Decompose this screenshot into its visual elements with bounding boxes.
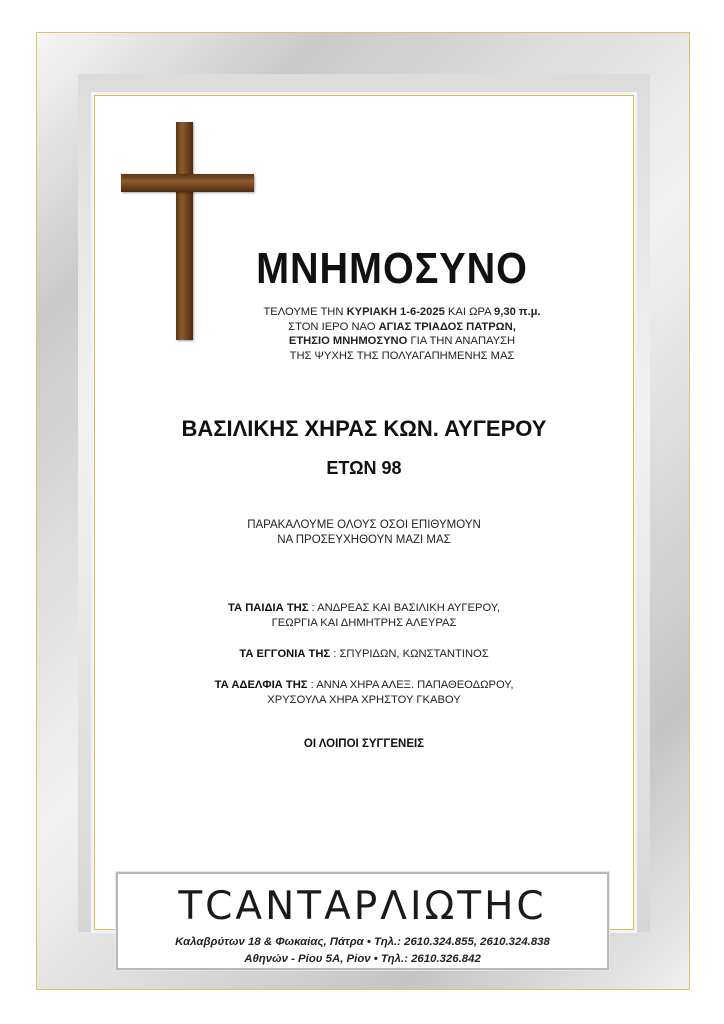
prayer-request: [94, 518, 634, 548]
deceased-name: ΒΑΣΙΛΙΚΗΣ ΧΗΡΑΣ ΚΩΝ. ΑΥΓΕΡΟΥ: [181, 416, 547, 441]
children-label: ΤΑ ΠΑΙΔΙΑ ΤΗΣ: [228, 602, 309, 614]
notice-title: ΜΝΗΜΟΣΥΝΟ: [256, 244, 528, 293]
children-entry: [94, 601, 634, 630]
intro-line-1: ΤΕΛΟΥΜΕ ΤΗΝ ΚΥΡΙΑΚΗ 1-6-2025 ΚΑΙ ΩΡΑ 9,30 π.μ.: [263, 306, 541, 318]
siblings-label: ΤΑ ΑΔΕΛΦΙΑ ΤΗΣ: [214, 679, 308, 691]
intro-line-3: ΕΤΗΣΙΟ ΜΝΗΜΟΣΥΝΟ ΓΙΑ ΤΗΝ ΑΝΑΠΑΥΣΗ: [288, 335, 516, 347]
prayer-request-line-1: ΠΑΡΑΚΑΛΟΥΜΕ ΟΛΟΥΣ ΟΣΟΙ ΕΠΙΘΥΜΟΥΝ: [247, 519, 481, 531]
siblings-names-2: ΧΡΥΣΟΥΛΑ ΧΗΡΑ ΧΡΗΣΤΟΥ ΓΚΑΒΟΥ: [267, 693, 461, 706]
notice-paper: [94, 95, 634, 930]
grandchildren-names: : ΣΠΥΡΙΔΩΝ, ΚΩΝΣΤΑΝΤΙΝΟΣ: [330, 648, 489, 660]
prayer-request-line-2: ΝΑ ΠΡΟΣΕΥΧΗΘΟΥΝ ΜΑΖΙ ΜΑΣ: [277, 534, 451, 546]
other-relatives: ΟΙ ΛΟΙΠΟΙ ΣΥΓΓΕΝΕΙΣ: [303, 738, 425, 750]
grandchildren-label: ΤΑ ΕΓΓΟΝΙΑ ΤΗΣ: [239, 648, 331, 660]
footer-address-1: Καλαβρύτων 18 & Φωκαίας, Πάτρα • Τηλ.: 2610.324.855, 2610.324.838: [175, 936, 550, 948]
intro-line-2: ΣΤΟΝ ΙΕΡΟ ΝΑΟ ΑΓΙΑΣ ΤΡΙΑΔΟΣ ΠΑΤΡΩΝ,: [288, 320, 516, 333]
deceased-age: ΕΤΩΝ 98: [326, 458, 402, 478]
children-names-2: ΓΕΩΡΓΙΑ ΚΑΙ ΔΗΜΗΤΡΗΣ ΑΛΕΥΡΑΣ: [271, 616, 457, 629]
siblings-entry: [94, 678, 634, 707]
service-details: [212, 305, 592, 363]
footer-address-2: Αθηνών - Ρίου 5Α, Ρίον • Τηλ.: 2610.326.842: [244, 953, 481, 965]
children-names-1: : ΑΝΔΡΕΑΣ ΚΑΙ ΒΑΣΙΛΙΚΗ ΑΥΓΕΡΟΥ,: [308, 602, 500, 614]
intro-line-4: ΤΗΣ ΨΥΧΗΣ ΤΗΣ ΠΟΛΥΑΓΑΠΗΜΕΝΗΣ ΜΑΣ: [289, 349, 515, 362]
grandchildren-entry: [94, 647, 634, 662]
siblings-names-1: : ΑΝΝΑ ΧΗΡΑ ΑΛΕΞ. ΠΑΠΑΘΕΟΔΩΡΟΥ,: [307, 679, 514, 691]
funeral-home-logo: ΤCΑΝΤΑΡΛΙΩΤΗC: [178, 884, 547, 929]
